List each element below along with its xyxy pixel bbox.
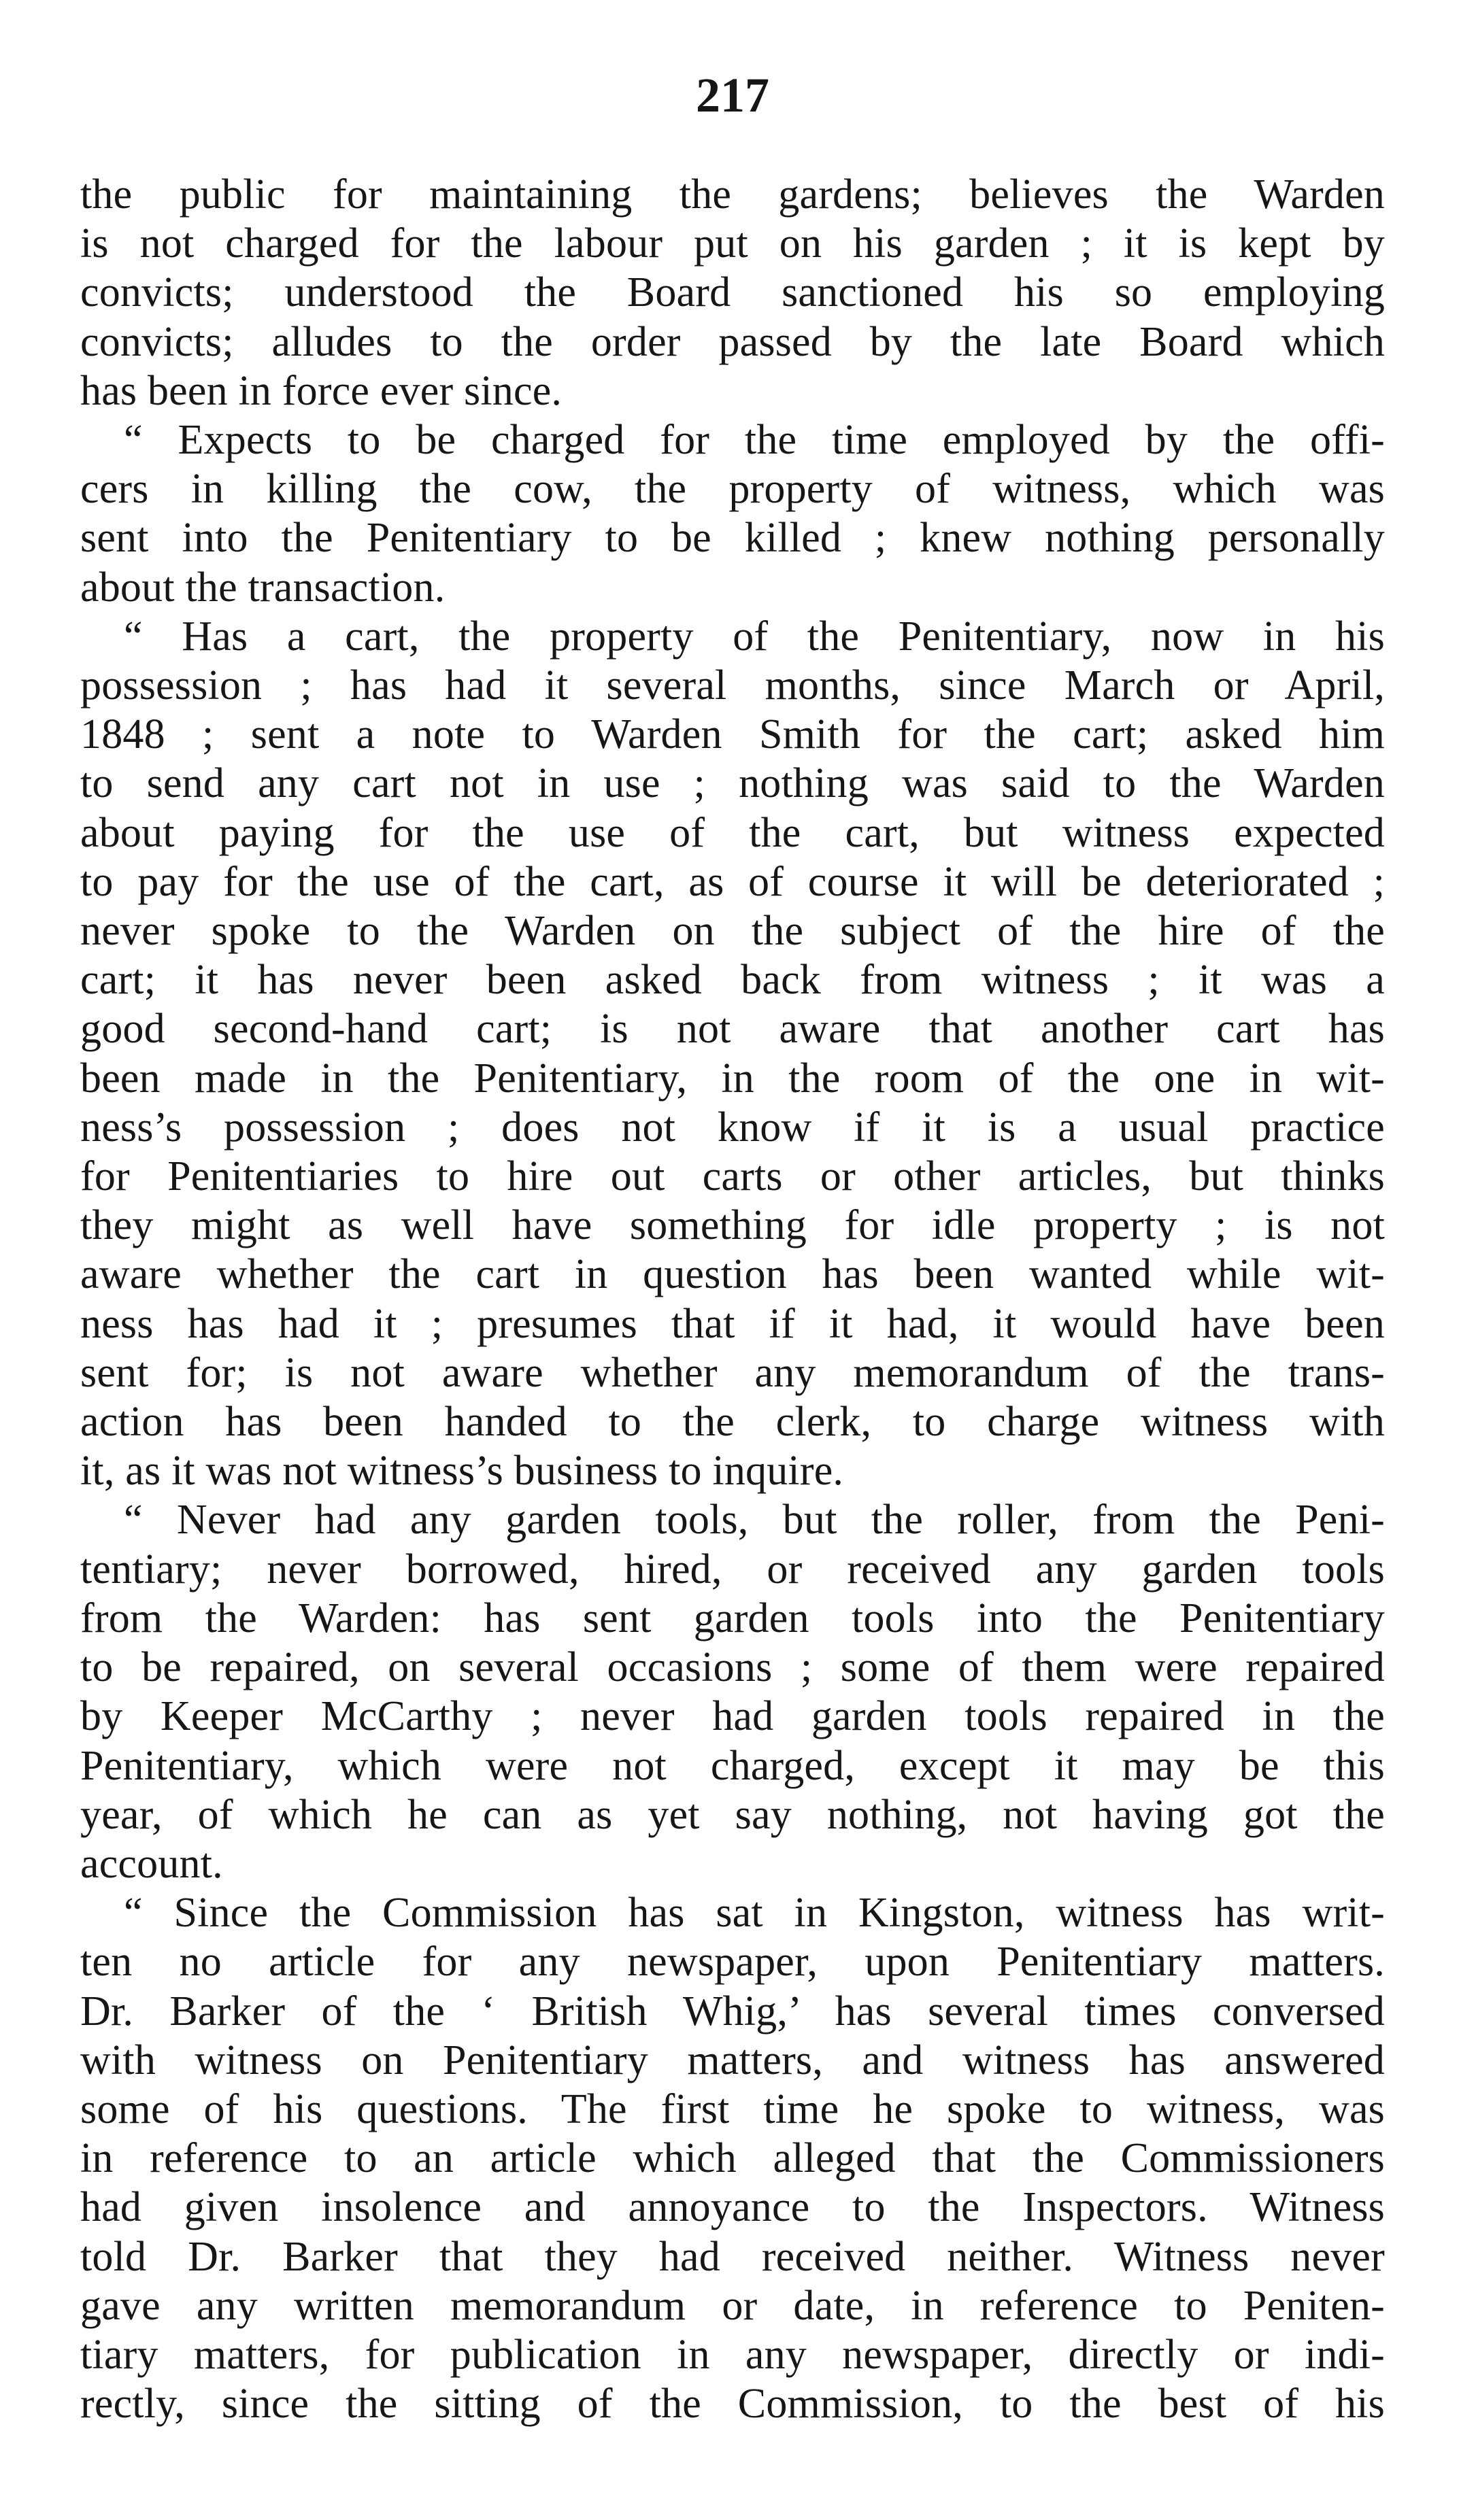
document-page (80, 61, 1385, 2428)
text-line: “ Since the Commission has sat in Kingston, witness has writ- (124, 1890, 1385, 1937)
text-line: tentiary; never borrowed, hired, or received any garden tools (80, 1546, 1385, 1593)
text-line: it, as it was not witness’s business to inquire. (80, 1448, 844, 1495)
paragraph (80, 1888, 1385, 2428)
text-line: the public for maintaining the gardens; believes the Warden (80, 171, 1385, 218)
text-line: possession ; has had it several months, since March or April, (80, 662, 1385, 709)
text-line: is not charged for the labour put on his garden ; it is kept by (80, 220, 1385, 267)
text-line: has been in force ever since. (80, 367, 563, 414)
text-line: about the transaction. (80, 564, 446, 611)
text-line: told Dr. Barker that they had received neither. Witness never (80, 2233, 1385, 2280)
text-line: ness has had it ; presumes that if it had, it would have been (80, 1300, 1385, 1347)
text-line: with witness on Penitentiary matters, and witness has answered (80, 2037, 1385, 2083)
paragraph (80, 170, 1385, 415)
text-line: Penitentiary, which were not charged, except it may be this (80, 1742, 1385, 1789)
text-line: gave any written memorandum or date, in reference to Peniten- (80, 2282, 1385, 2329)
text-line: for Penitentiaries to hire out carts or other articles, but thinks (80, 1153, 1385, 1200)
text-line: about paying for the use of the cart, but witness expected (80, 809, 1385, 856)
paragraph (80, 415, 1385, 612)
text-line: to send any cart not in use ; nothing was said to the Warden (80, 760, 1385, 807)
text-line: year, of which he can as yet say nothing, not having got the (80, 1791, 1385, 1838)
page-number: 217 (696, 68, 769, 122)
text-line: aware whether the cart in question has been wanted while wit- (80, 1251, 1385, 1298)
text-line: account. (80, 1840, 223, 1887)
text-line: cart; it has never been asked back from witness ; it was a (80, 957, 1385, 1004)
text-line: “ Never had any garden tools, but the roller, from the Peni- (124, 1497, 1385, 1544)
text-line: action has been handed to the clerk, to charge witness with (80, 1399, 1385, 1446)
text-line: never spoke to the Warden on the subject of the hire of the (80, 908, 1385, 955)
text-line: to be repaired, on several occasions ; some of them were repaired (80, 1644, 1385, 1691)
text-line: been made in the Penitentiary, in the room of the one in wit- (80, 1055, 1385, 1102)
text-line: 1848 ; sent a note to Warden Smith for the cart; asked him (80, 711, 1385, 758)
text-line: by Keeper McCarthy ; never had garden tools repaired in the (80, 1693, 1385, 1740)
text-line: ness’s possession ; does not know if it is a usual practice (80, 1104, 1385, 1151)
text-line: ten no article for any newspaper, upon Penitentiary matters. (80, 1939, 1385, 1986)
paragraph (80, 1495, 1385, 1888)
text-line: rectly, since the sitting of the Commission, to the best of his (80, 2381, 1385, 2428)
text-line: convicts; alludes to the order passed by the late Board which (80, 318, 1385, 365)
paragraph (80, 612, 1385, 1496)
text-line: to pay for the use of the cart, as of course it will be deteriorated ; (80, 858, 1385, 905)
text-line: “ Expects to be charged for the time employed by the offi- (124, 417, 1385, 464)
text-line: some of his questions. The first time he spoke to witness, was (80, 2085, 1385, 2132)
text-line: convicts; understood the Board sanctioned his so employing (80, 269, 1385, 316)
text-line: from the Warden: has sent garden tools into the Penitentiary (80, 1595, 1385, 1641)
text-line: had given insolence and annoyance to the Inspectors. Witness (80, 2184, 1385, 2231)
text-line: “ Has a cart, the property of the Penitentiary, now in his (124, 613, 1385, 660)
text-line: sent into the Penitentiary to be killed ; knew nothing personally (80, 515, 1385, 562)
body-text (80, 170, 1385, 2428)
text-line: cers in killing the cow, the property of witness, which was (80, 466, 1385, 513)
text-line: tiary matters, for publication in any newspaper, directly or indi- (80, 2331, 1385, 2378)
text-line: in reference to an article which alleged that the Commissioners (80, 2135, 1385, 2182)
text-line: they might as well have something for idle property ; is not (80, 1202, 1385, 1249)
text-line: sent for; is not aware whether any memorandum of the trans- (80, 1349, 1385, 1396)
text-line: good second-hand cart; is not aware that another cart has (80, 1006, 1385, 1053)
text-line: Dr. Barker of the ‘ British Whig,’ has several times conversed (80, 1988, 1385, 2034)
